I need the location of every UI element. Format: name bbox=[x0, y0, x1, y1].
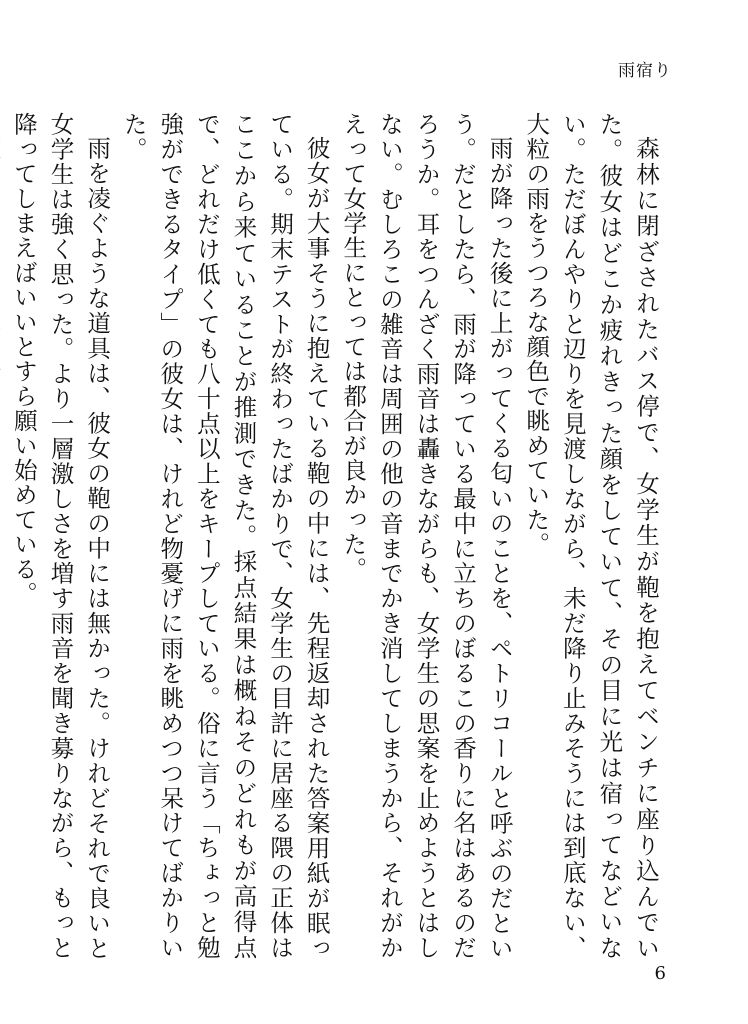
paragraph-5 bbox=[0, 112, 5, 960]
running-header-title: 雨宿り bbox=[618, 61, 672, 81]
paragraph-4: 雨を凌ぐような道具は、彼女の鞄の中には無かった。けれどそれで良いと女学生は強く思った。より一層激しさを増す雨音を聞き募りながら、もっと降ってしまえばいいとすら願い始めている。 bbox=[9, 112, 112, 960]
paragraph-1: 森林に閉ざされたバス停で、女学生が鞄を抱えてベンチに座り込んでいた。彼女はどこか疲れきった顔をしていて、その目に光は宿ってなどいない。ただぼんやりと辺りを見渡しながら、未だ降り止みそうには到底ない、大粒の雨をうつろな顔色で眺めていた。 bbox=[522, 112, 660, 960]
page-number: 6 bbox=[654, 963, 666, 984]
paragraph-3: 彼女が大事そうに抱えている鞄の中には、先程返却された答案用紙が眠っている。期末テストが終わったばかりで、女学生の目許に居座る隈の正体はここから来ていることが推測できた。採点結果は概ねそのどれもが高得点で、どれだけ低くても八十点以上をキープしている。俗に言う「ちょっと勉強ができるタイプ」の彼女は、けれど物憂げに雨を眺めつつ呆けてばかりいた。 bbox=[119, 112, 331, 960]
vertical-body-text bbox=[9, 112, 664, 960]
paragraph-2: 雨が降った後に上がってくる匂いのことを、ペトリコールと呼ぶのだという。だとしたら、雨が降っている最中に立ちのぼるこの香りに名はあるのだろうか。耳をつんざく雨音は轟きながらも、女学生の思案を止めようとはしない。むしろこの雑音は周囲の他の音までかき消してしまうから、それがかえって女学生にとっては都合が良かった。 bbox=[339, 112, 514, 960]
